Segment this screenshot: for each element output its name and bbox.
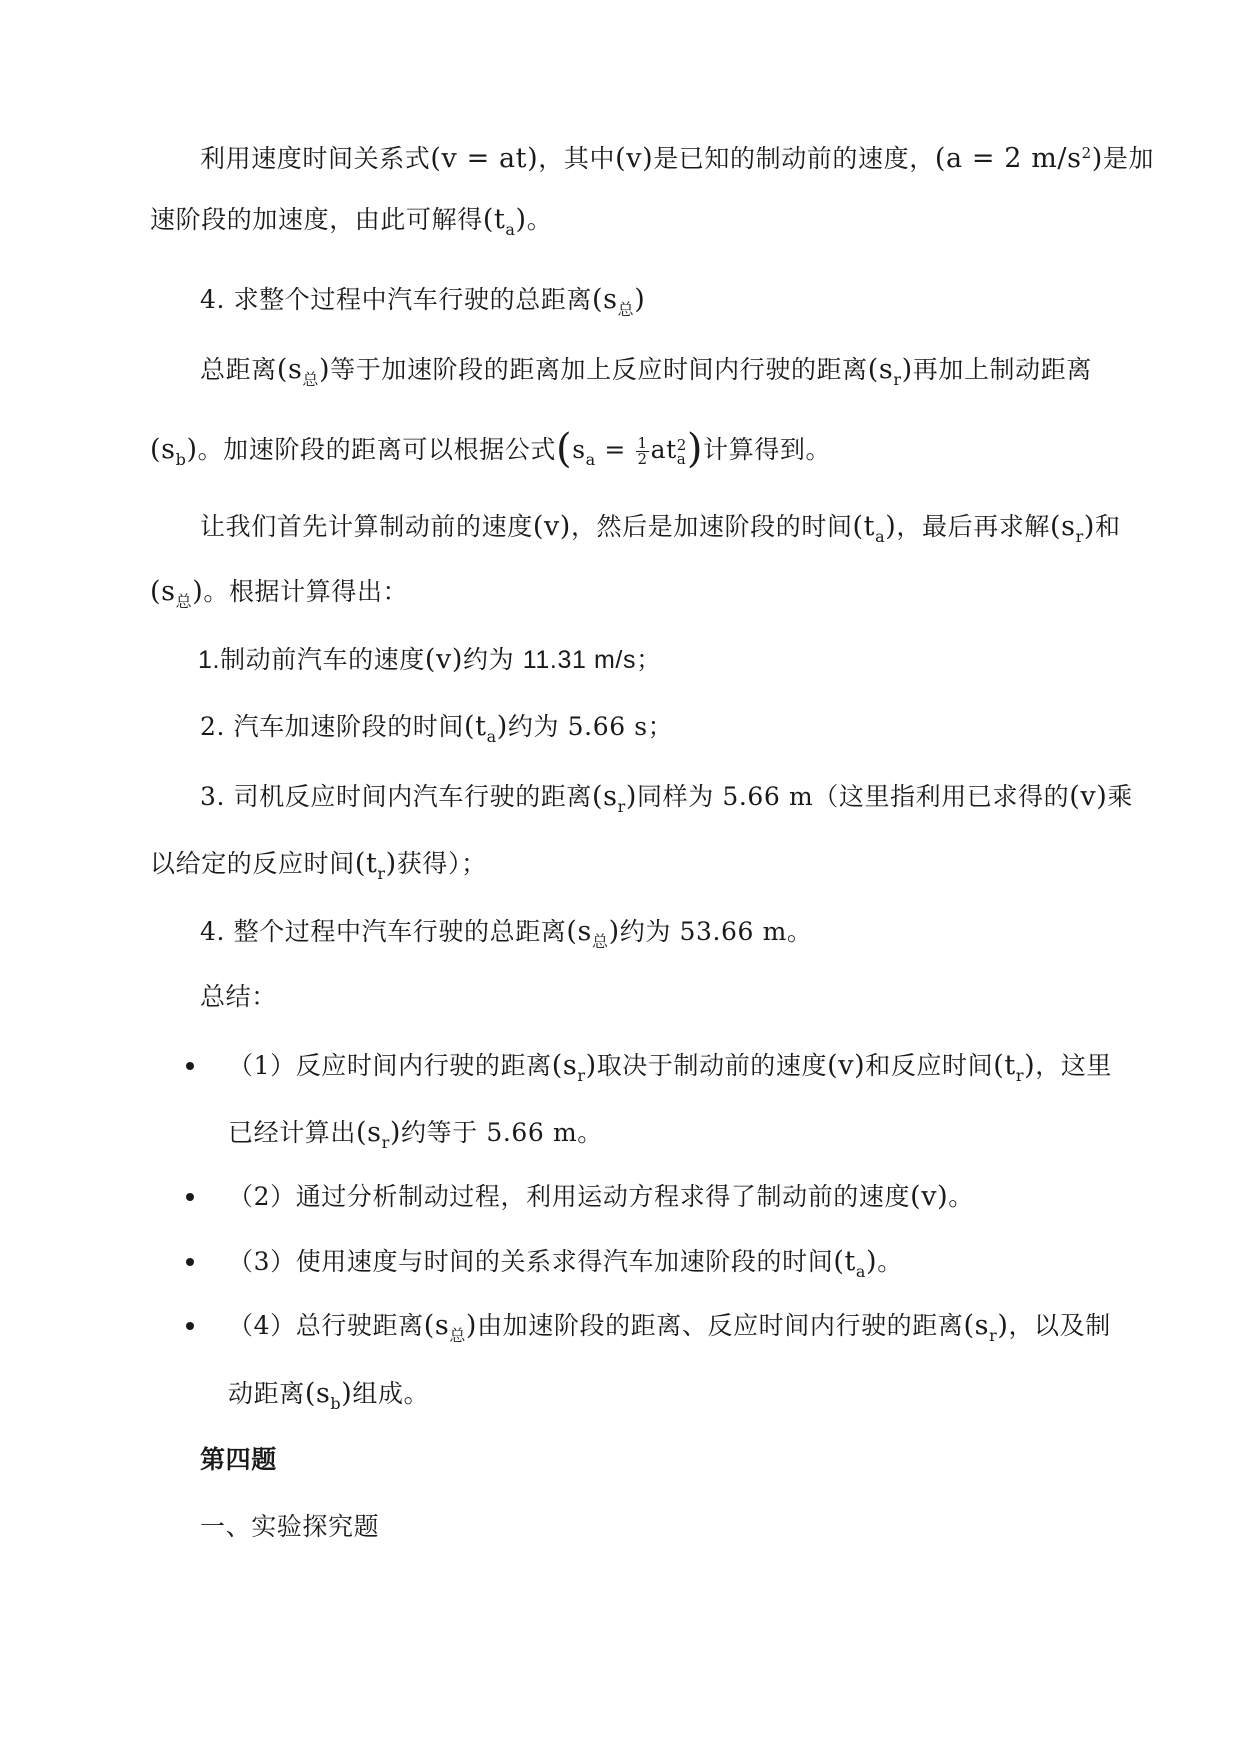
text: 。	[948, 1182, 974, 1211]
math-inline: )	[496, 711, 508, 742]
text: （1）反应时间内行驶的距离	[228, 1051, 552, 1080]
text: 计算得到。	[703, 435, 832, 464]
text: 约为 5.66 s；	[507, 712, 674, 741]
math-inline: (v)	[1069, 781, 1108, 812]
paragraph-line	[200, 353, 1092, 397]
math-inline: (s	[867, 354, 894, 385]
math-inline: )	[585, 1050, 597, 1081]
bullet-item	[228, 1309, 1111, 1353]
text: 。	[526, 205, 553, 234]
text: 利用速度时间关系式	[200, 144, 431, 173]
result-item	[200, 710, 673, 754]
math-subscript: a	[875, 527, 886, 546]
math-subscript: 总	[449, 1326, 466, 1345]
math-inline: (s	[592, 781, 618, 812]
section-heading	[200, 1510, 379, 1544]
text: 乘	[1107, 782, 1133, 811]
math-inline: )	[901, 354, 913, 385]
question-heading	[200, 1443, 277, 1477]
math-supsub	[676, 435, 687, 468]
text: ；	[636, 645, 662, 674]
text: 同样为 5.66 m（这里指利用已求得的	[637, 782, 1070, 811]
math-inline: =	[595, 435, 635, 464]
math-inline: )	[885, 511, 897, 542]
text: 是已知的制动前的速度，	[653, 144, 935, 173]
text: 总结：	[200, 982, 277, 1011]
math-inline: )	[866, 1246, 878, 1277]
text: 。加速阶段的距离可以根据公式	[197, 435, 556, 464]
text: ，以及制	[1008, 1311, 1111, 1340]
text: 4. 求整个过程中汽车行驶的总距离	[200, 285, 593, 314]
fraction-denominator: 2	[637, 450, 648, 468]
math-inline: (t	[852, 511, 876, 542]
math-inline: (v = at)	[430, 143, 539, 174]
text: 。	[877, 1247, 903, 1276]
text: 组成。	[352, 1379, 430, 1408]
math-inline: )	[341, 1378, 353, 1409]
math-superscript: 2	[1081, 144, 1092, 162]
math-inline: (s	[304, 1378, 331, 1409]
text: 3. 司机反应时间内汽车行驶的距离	[200, 782, 593, 811]
text: 取决于制动前的速度	[596, 1051, 828, 1080]
math-subscript: a	[486, 727, 497, 746]
math-subscript: r	[377, 864, 386, 883]
math-subscript: 总	[592, 932, 609, 951]
math-inline: )	[389, 1117, 401, 1148]
bullet-item	[228, 1245, 903, 1289]
paragraph-line	[150, 847, 487, 891]
math-inline: (v)	[532, 511, 571, 542]
bullet-item-continuation	[228, 1116, 603, 1160]
text: 由加速阶段的距离、反应时间内行驶的距离	[477, 1311, 964, 1340]
text: 1.	[198, 646, 221, 674]
text: ，这里	[1035, 1051, 1113, 1080]
text: 动距离	[228, 1379, 305, 1408]
math-inline: (s	[566, 916, 592, 947]
text: 让我们首先计算制动前的速度	[200, 512, 533, 541]
text: ，其中	[538, 144, 616, 173]
bullet-dot	[186, 1258, 194, 1266]
paragraph-line	[200, 136, 1154, 176]
text: ，最后再求解	[896, 512, 1051, 541]
text: 4. 整个过程中汽车行驶的总距离	[200, 917, 567, 946]
math-paren: )	[686, 426, 704, 472]
math-inline: (s	[150, 434, 176, 465]
math-subscript: r	[1075, 527, 1084, 546]
math-subscript: a	[585, 450, 596, 469]
text: 。根据计算得出：	[203, 577, 409, 606]
math-inline: (t	[354, 848, 378, 879]
math-inline: )	[625, 781, 637, 812]
text: 总距离	[200, 355, 277, 384]
result-item	[200, 780, 1133, 824]
math-inline: )	[1083, 511, 1096, 542]
text: 第四题	[200, 1445, 277, 1474]
math-subscript: 总	[617, 300, 635, 319]
text: ，然后是加速阶段的时间	[570, 512, 853, 541]
value-text: 11.31 m/s	[522, 646, 637, 674]
math-inline: )	[634, 284, 646, 315]
text: （2）通过分析制动过程，利用运动方程求得了制动前的速度	[228, 1182, 911, 1211]
text: 等于加速阶段的距离加上反应时间内行驶的距离	[330, 355, 868, 384]
text: 一、实验探究题	[200, 1512, 380, 1541]
text: 是加	[1102, 144, 1155, 173]
text: 2. 汽车加速阶段的时间	[200, 712, 465, 741]
math-inline: (t	[464, 711, 487, 742]
math-inline: )	[192, 576, 204, 607]
math-subscript: r	[989, 1326, 998, 1345]
text: 获得）；	[396, 849, 487, 878]
math-subscript: a	[676, 449, 687, 468]
summary-label	[200, 980, 277, 1014]
math-inline: (v)	[827, 1050, 866, 1081]
math-inline: )	[997, 1310, 1009, 1341]
math-superscript: 2	[676, 435, 687, 454]
section-step-heading	[200, 283, 645, 327]
text: （4）总行驶距离	[228, 1311, 424, 1340]
math-inline: )	[465, 1310, 478, 1341]
result-item	[198, 643, 662, 677]
math-inline: (t	[482, 204, 506, 235]
math-subscript: 总	[302, 370, 320, 389]
math-paren: (	[555, 426, 573, 472]
math-inline: (s	[356, 1117, 382, 1148]
math-inline: at	[650, 435, 677, 464]
bullet-item	[228, 1049, 1112, 1093]
math-inline: s	[572, 435, 586, 464]
text: 和	[1095, 512, 1121, 541]
bullet-dot	[186, 1193, 194, 1201]
math-inline: (t	[833, 1246, 856, 1277]
math-inline: )	[1091, 143, 1103, 174]
bullet-dot	[186, 1322, 194, 1330]
math-inline: (s	[963, 1310, 990, 1341]
math-inline: (s	[1050, 511, 1076, 542]
math-subscript: b	[175, 450, 187, 469]
text: 速阶段的加速度，由此可解得	[150, 205, 483, 234]
math-inline: )	[608, 916, 620, 947]
text: 约等于 5.66 m。	[401, 1118, 603, 1147]
text: （3）使用速度与时间的关系求得汽车加速阶段的时间	[228, 1247, 834, 1276]
math-inline: (v)	[424, 644, 463, 675]
math-inline: )	[319, 354, 331, 385]
math-subscript: r	[893, 370, 902, 389]
text: 约为 53.66 m。	[619, 917, 813, 946]
text: 以给定的反应时间	[150, 849, 355, 878]
paragraph-line	[200, 510, 1121, 554]
text: 制动前汽车的速度	[220, 645, 425, 674]
math-subscript: 总	[175, 592, 193, 611]
math-subscript: r	[617, 797, 626, 816]
math-inline: (v)	[910, 1181, 949, 1212]
paragraph-line	[150, 575, 408, 619]
paragraph-line	[150, 203, 552, 247]
math-inline: )	[385, 848, 397, 879]
math-inline: )	[186, 434, 198, 465]
fraction-numerator: 1	[637, 434, 648, 452]
math-inline: (a = 2 m/s	[934, 143, 1082, 174]
result-item	[200, 915, 813, 959]
paragraph-line	[150, 426, 832, 477]
bullet-item	[228, 1180, 974, 1214]
text: 再加上制动距离	[912, 355, 1092, 384]
text: 约为	[463, 645, 523, 674]
math-inline: (s	[150, 576, 176, 607]
math-inline: )	[515, 204, 527, 235]
math-inline: (s	[423, 1310, 450, 1341]
math-subscript: r	[381, 1133, 390, 1152]
math-fraction	[636, 436, 648, 467]
math-subscript: r	[1015, 1066, 1025, 1085]
math-inline: (s	[551, 1050, 578, 1081]
math-inline: (v)	[615, 143, 654, 174]
math-inline: (s	[276, 354, 303, 385]
text: 已经计算出	[228, 1118, 357, 1147]
math-inline: (s	[592, 284, 618, 315]
math-subscript: r	[577, 1066, 586, 1085]
text: 和反应时间	[865, 1051, 994, 1080]
math-subscript: a	[505, 220, 516, 239]
math-subscript: b	[330, 1394, 342, 1413]
bullet-dot	[186, 1062, 194, 1070]
math-inline: )	[1024, 1050, 1036, 1081]
bullet-item-continuation	[228, 1377, 429, 1421]
math-inline: (t	[993, 1050, 1016, 1081]
math-subscript: a	[855, 1262, 867, 1281]
